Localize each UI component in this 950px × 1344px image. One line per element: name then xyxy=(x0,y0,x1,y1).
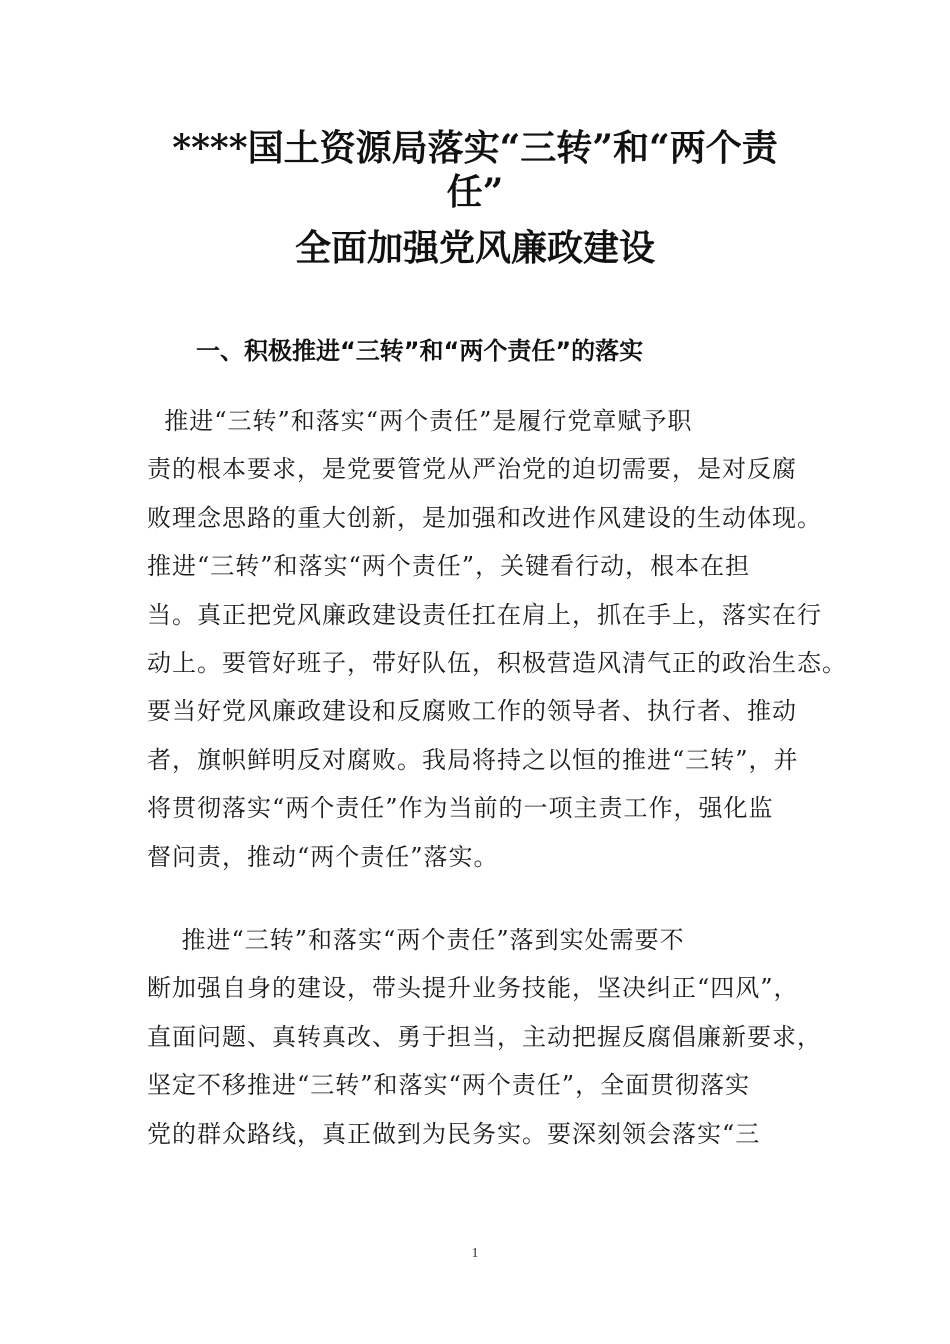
paragraph-line: 坚定不移推进“三转”和落实“两个责任”，全面贯彻落实 xyxy=(147,1071,751,1100)
paragraph-line: 者，旗帜鲜明反对腐败。我局将持之以恒的推进“三转”，并 xyxy=(147,745,799,774)
document-title-line-2: 任” xyxy=(446,171,504,213)
page-number: 1 xyxy=(471,1246,479,1261)
paragraph-line: 督问责，推动“两个责任”落实。 xyxy=(147,842,499,871)
paragraph-line: 推进“三转”和落实“两个责任”是履行党章赋予职 xyxy=(147,407,693,435)
paragraph-2 xyxy=(147,916,827,1158)
paragraph-line: 推进“三转”和落实“两个责任”，关键看行动，根本在担 xyxy=(147,552,751,581)
paragraph-line: 断加强自身的建设，带头提升业务技能，坚决纠正“四风”， xyxy=(147,974,799,1003)
paragraph-line: 要当好党风廉政建设和反腐败工作的领导者、执行者、推动 xyxy=(147,697,797,726)
paragraph-line: 动上。要管好班子，带好队伍，积极营造风清气正的政治生态。 xyxy=(147,648,847,677)
paragraph-line: 推进“三转”和落实“两个责任”落到实处需要不 xyxy=(147,926,685,954)
paragraph-line: 将贯彻落实“两个责任”作为当前的一项主责工作，强化监 xyxy=(147,794,774,823)
paragraph-line: 党的群众路线，真正做到为民务实。要深刻领会落实“三 xyxy=(147,1119,761,1148)
paragraph-line: 责的根本要求，是党要管党从严治党的迫切需要，是对反腐 xyxy=(147,455,797,484)
section-heading: 一、积极推进“三转”和“两个责任”的落实 xyxy=(196,337,644,365)
paragraph-line: 直面问题、真转真改、勇于担当，主动把握反腐倡廉新要求， xyxy=(147,1022,822,1051)
document-title-line-3: 全面加强党风廉政建设 xyxy=(294,227,655,269)
paragraph-line: 败理念思路的重大创新，是加强和改进作风建设的生动体现。 xyxy=(147,503,822,532)
paragraph-1 xyxy=(147,397,847,881)
paragraph-line: 当。真正把党风廉政建设责任扛在肩上，抓在手上，落实在行 xyxy=(147,600,822,629)
document-title-line-1: ****国土资源局落实“三转”和“两个责 xyxy=(172,127,778,169)
